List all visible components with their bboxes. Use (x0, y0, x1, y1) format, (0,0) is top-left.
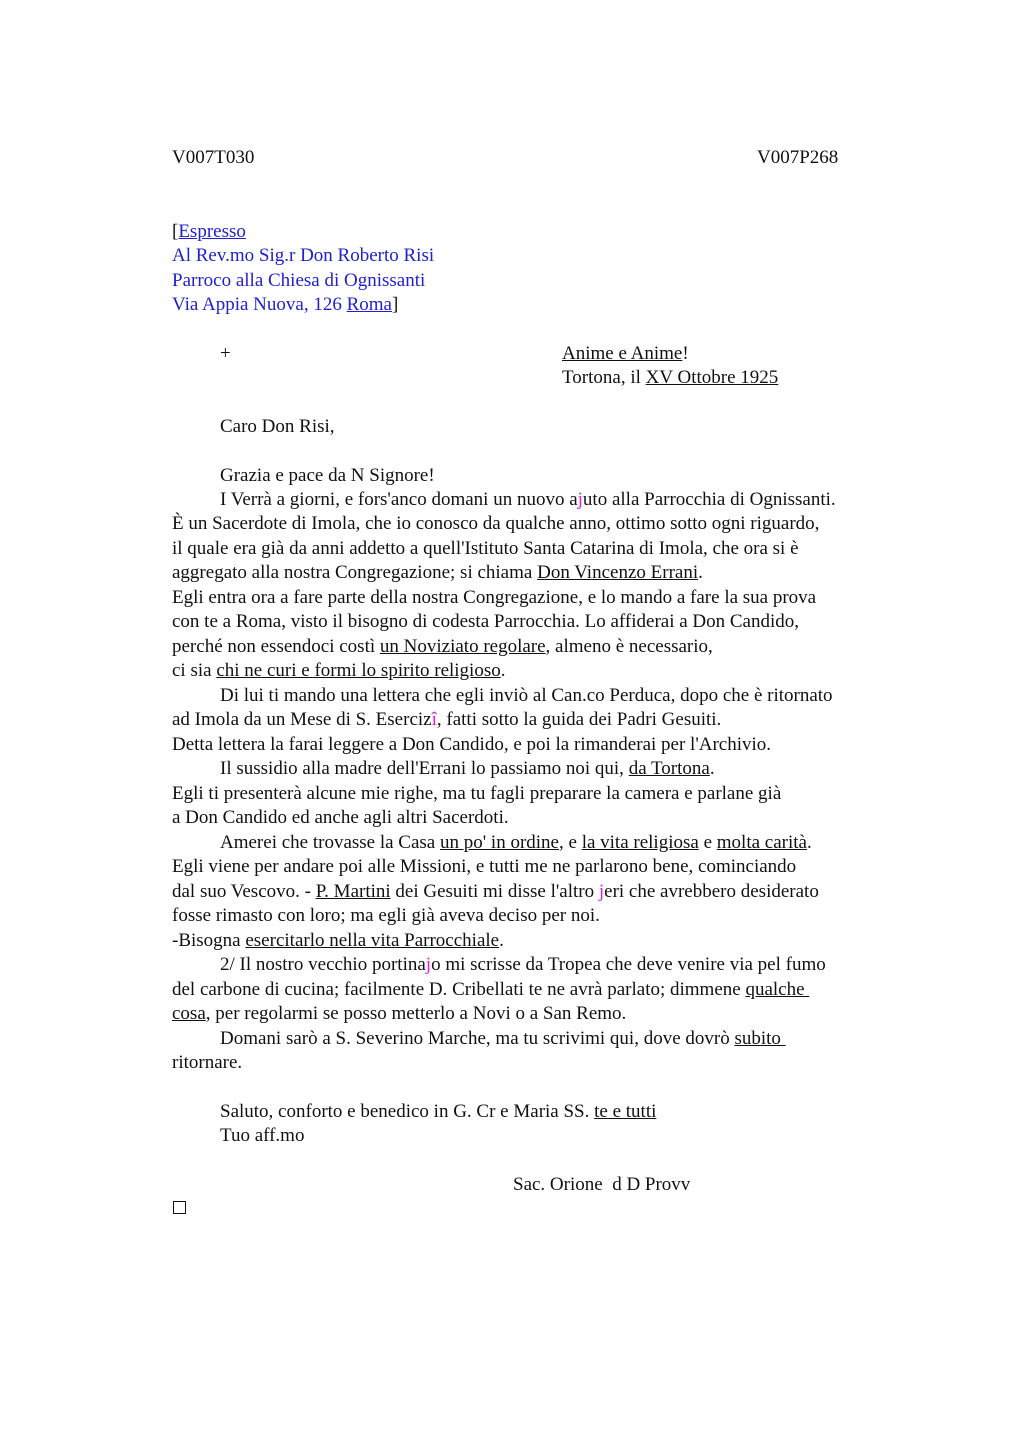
document-code-left: V007T030 (172, 147, 255, 168)
body-line: fosse rimasto con loro; ma egli già aveva deciso per noi. (172, 905, 600, 926)
closing-line: Saluto, conforto e benedico in G. Cr e Maria SS. te e tutti (220, 1101, 657, 1122)
body-line: È un Sacerdote di Imola, che io conosco da qualche anno, ottimo sotto ogni riguardo, (172, 513, 820, 534)
espresso-label: Espresso (178, 221, 246, 242)
body-line: Domani sarò a S. Severino Marche, ma tu scrivimi qui, dove dovrò subito (220, 1028, 786, 1049)
document-code-right: V007P268 (757, 147, 839, 168)
address-line-3: Parroco alla Chiesa di Ognissanti (172, 270, 426, 291)
address-line-2: Al Rev.mo Sig.r Don Roberto Risi (172, 245, 435, 266)
body-line: Amerei che trovasse la Casa un po' in ordine, e la vita religiosa e molta carità. (220, 832, 812, 853)
body-line: a Don Candido ed anche agli altri Sacerdoti. (172, 807, 509, 828)
cross-symbol: + (220, 343, 231, 364)
address-line-4: Via Appia Nuova, 126 Roma] (172, 294, 399, 315)
body-line: -Bisogna esercitarlo nella vita Parrocchiale. (172, 930, 504, 951)
body-line: dal suo Vescovo. - P. Martini dei Gesuiti mi disse l'altro jeri che avrebbero desiderato (172, 881, 819, 902)
body-line: 2/ Il nostro vecchio portinajo mi scrisse da Tropea che deve venire via pel fumo (220, 954, 826, 975)
empty-box-icon (173, 1201, 186, 1214)
body-line: il quale era già da anni addetto a quell'Istituto Santa Catarina di Imola, che ora si è (172, 538, 799, 559)
body-line: Egli viene per andare poi alle Missioni, e tutti me ne parlarono bene, cominciando (172, 856, 797, 877)
body-line: perché non essendoci costì un Noviziato regolare, almeno è necessario, (172, 636, 713, 657)
body-line: Il sussidio alla madre dell'Errani lo passiamo noi qui, da Tortona. (220, 758, 715, 779)
date: XV Ottobre 1925 (645, 367, 779, 388)
body-line: Egli entra ora a fare parte della nostra Congregazione, e lo mando a fare la sua prova (172, 587, 817, 608)
address-line-1: [Espresso (172, 221, 246, 242)
motto: Anime e Anime! (562, 343, 689, 364)
body-line: ci sia chi ne curi e formi lo spirito religioso. (172, 660, 506, 681)
body-line: Di lui ti mando una lettera che egli inviò al Can.co Perduca, dopo che è ritornato (220, 685, 833, 706)
body-line: aggregato alla nostra Congregazione; si chiama Don Vincenzo Errani. (172, 562, 703, 583)
signature: Sac. Orione d D Provv (513, 1174, 691, 1195)
body-line: Detta lettera la farai leggere a Don Candido, e poi la rimanderai per l'Archivio. (172, 734, 772, 755)
body-line: con te a Roma, visto il bisogno di codesta Parrocchia. Lo affiderai a Don Candido, (172, 611, 800, 632)
closing-sign-off: Tuo aff.mo (220, 1125, 305, 1146)
address-city: Roma (346, 294, 392, 315)
salutation: Grazia e pace da N Signore! (220, 465, 435, 486)
body-line: I Verrà a giorni, e fors'anco domani un nuovo ajuto alla Parrocchia di Ognissanti. (220, 489, 836, 510)
dateline: Tortona, il XV Ottobre 1925 (562, 367, 779, 388)
body-line: ritornare. (172, 1052, 243, 1073)
body-line: Egli ti presenterà alcune mie righe, ma tu fagli preparare la camera e parlane già (172, 783, 782, 804)
greeting: Caro Don Risi, (220, 416, 335, 437)
body-line: cosa, per regolarmi se posso metterlo a Novi o a San Remo. (172, 1003, 627, 1024)
body-line: del carbone di cucina; facilmente D. Cribellati te ne avrà parlato; dimmene qualche (172, 979, 810, 1000)
body-line: ad Imola da un Mese di S. Esercizî, fatti sotto la guida dei Padri Gesuiti. (172, 709, 722, 730)
